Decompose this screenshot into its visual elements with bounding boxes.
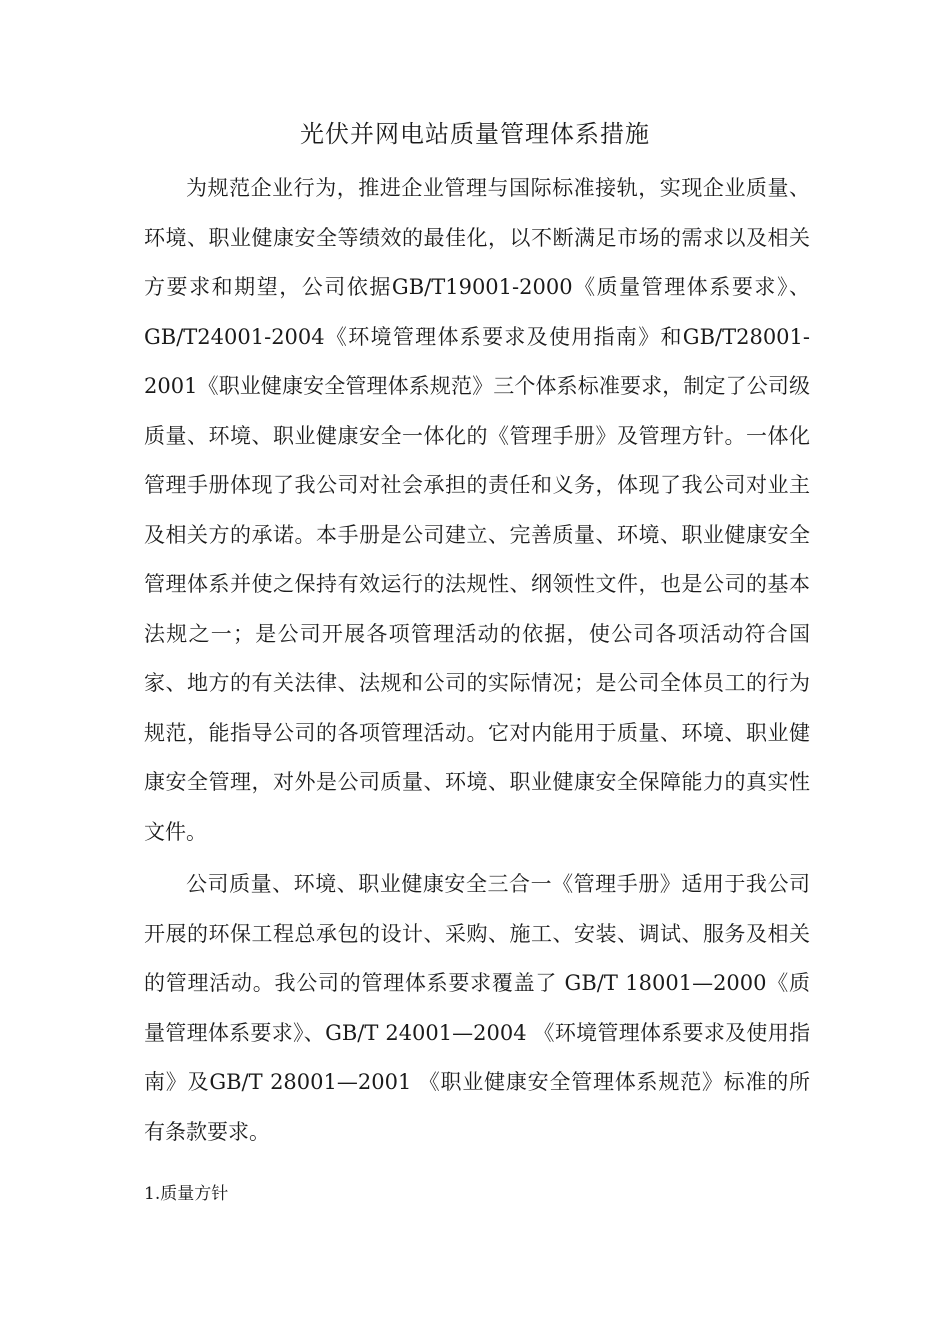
document-title: 光伏并网电站质量管理体系措施 (300, 120, 650, 148)
paragraph-scope: 公司质量、环境、职业健康安全三合一《管理手册》适用于我公司开展的环保工程总承包的设计、采购、施工、安装、调试、服务及相关的管理活动。我公司的管理体系要求覆盖了 GB/T 18001—2000《质量管理体系要求》、GB/T 24001—2004 《环境管理体系要求及使用指南》及GB/T 28001—2001 《职业健康安全管理体系规范》标准的所有条款要求。 (144, 872, 810, 1144)
section-heading-quality-policy: 1.质量方针 (144, 1184, 229, 1204)
paragraph-intro: 为规范企业行为，推进企业管理与国际标准接轨，实现企业质量、环境、职业健康安全等绩效的最佳化，以不断满足市场的需求以及相关方要求和期望，公司依据GB/T19001-2000《质量管理体系要求》、GB/T24001-2004《环境管理体系要求及使用指南》和GB/T28001-2001《职业健康安全管理体系规范》三个体系标准要求，制定了公司级质量、环境、职业健康安全一体化的《管理手册》及管理方针。一体化管理手册体现了我公司对社会承担的责任和义务，体现了我公司对业主及相关方的承诺。本手册是公司建立、完善质量、环境、职业健康安全管理体系并使之保持有效运行的法规性、纲领性文件，也是公司的基本法规之一；是公司开展各项管理活动的依据，使公司各项活动符合国家、地方的有关法律、法规和公司的实际情况；是公司全体员工的行为规范，能指导公司的各项管理活动。它对内能用于质量、环境、职业健康安全管理，对外是公司质量、环境、职业健康安全保障能力的真实性文件。 (144, 176, 810, 844)
